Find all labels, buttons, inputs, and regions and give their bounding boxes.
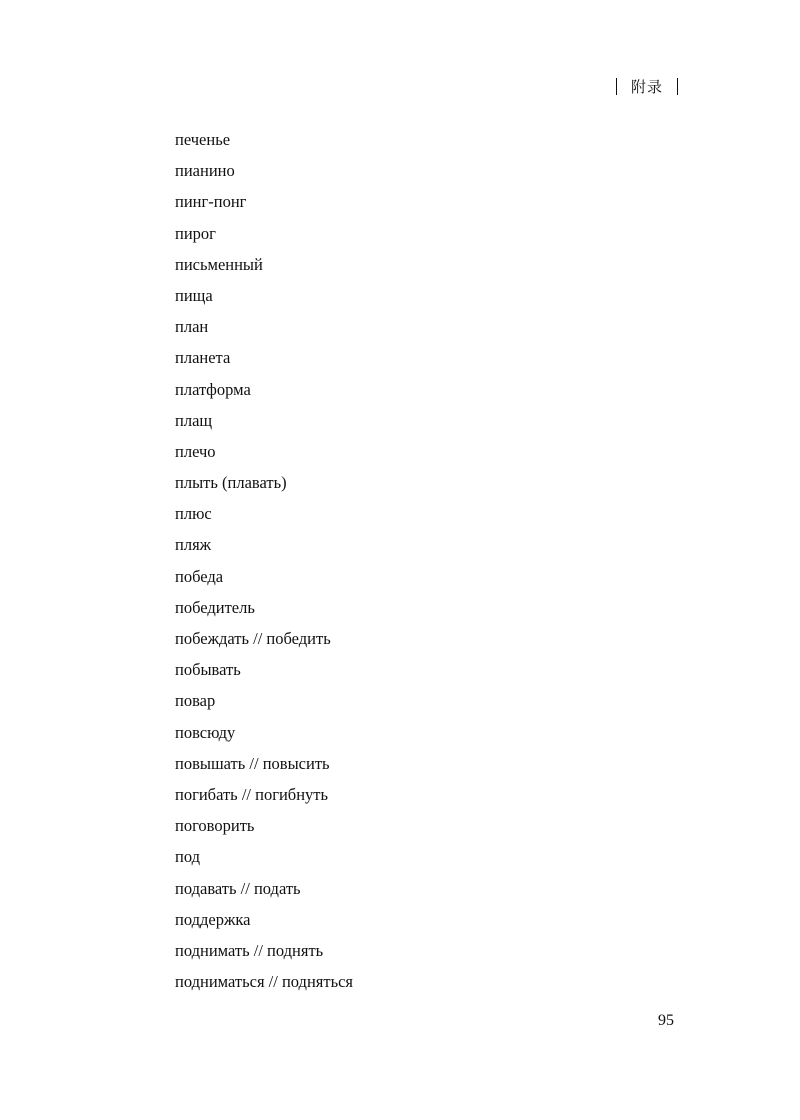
vocabulary-entry: подавать // подать xyxy=(175,878,301,898)
vocabulary-entry: плащ xyxy=(175,410,213,430)
vocabulary-entry: повар xyxy=(175,691,216,711)
vocabulary-entry: пианино xyxy=(175,161,235,181)
vocabulary-entry: плюс xyxy=(175,504,212,524)
vocabulary-entry: повсюду xyxy=(175,722,236,742)
vocabulary-entry: плыть (плавать) xyxy=(175,473,287,493)
vocabulary-entry: победитель xyxy=(175,597,255,617)
header-title: 附录 xyxy=(630,77,663,96)
vocabulary-list xyxy=(175,126,353,999)
vocabulary-entry: платформа xyxy=(175,379,251,399)
vocabulary-entry: письменный xyxy=(175,254,263,274)
vocabulary-entry: под xyxy=(175,847,200,867)
vocabulary-entry: поднимать // поднять xyxy=(175,940,324,960)
running-header xyxy=(616,74,678,98)
vocabulary-entry: подниматься // подняться xyxy=(175,972,354,992)
vocabulary-entry: погибать // погибнуть xyxy=(175,784,329,804)
vocabulary-entry: печенье xyxy=(175,130,231,149)
vocabulary-entry: пляж xyxy=(175,535,212,555)
vocabulary-entry: пинг-понг xyxy=(175,192,247,212)
vocabulary-entry: план xyxy=(175,317,209,337)
vocabulary-entry: пища xyxy=(175,285,213,305)
page-number: 95 xyxy=(658,1012,674,1029)
vocabulary-entry: победа xyxy=(175,566,224,586)
vocabulary-entry: планета xyxy=(175,348,231,368)
header-left-rule xyxy=(616,78,617,95)
vocabulary-entry: побеждать // победить xyxy=(175,629,331,648)
vocabulary-entry: пирог xyxy=(175,223,216,243)
vocabulary-entry: плечо xyxy=(175,441,216,461)
vocabulary-entry: повышать // повысить xyxy=(175,753,330,773)
vocabulary-entry: побывать xyxy=(175,660,241,680)
header-right-rule xyxy=(677,78,678,95)
vocabulary-entry: поговорить xyxy=(175,816,255,836)
vocabulary-entry: поддержка xyxy=(175,909,251,929)
